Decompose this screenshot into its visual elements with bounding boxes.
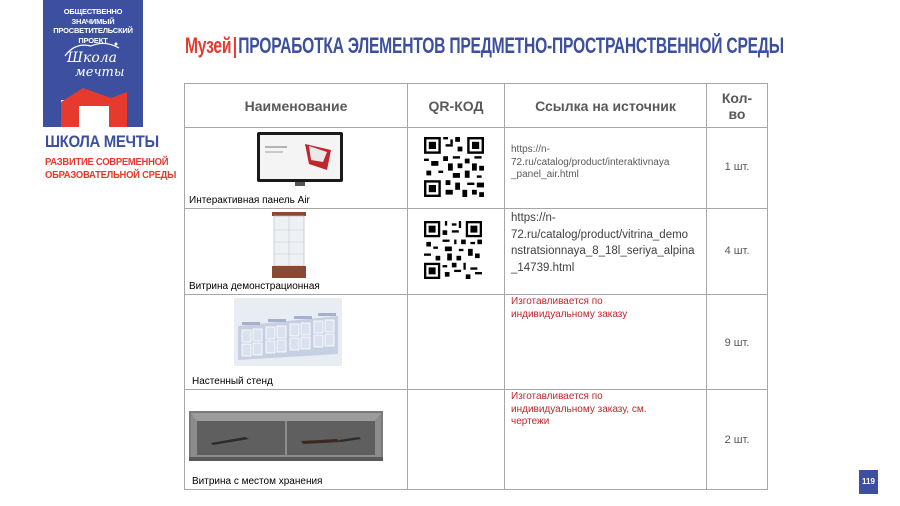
page-title (185, 33, 784, 59)
item-name: Витрина демонстрационная (189, 281, 320, 292)
source-link-line: _panel_air.html (511, 169, 579, 180)
table-header-row (185, 84, 768, 128)
custom-order-note-line: Изготавливается по (511, 391, 603, 402)
table-row (185, 295, 768, 390)
section-name: Музей (185, 33, 232, 58)
wall-stand-image (234, 298, 342, 366)
title-separator: | (232, 33, 237, 58)
custom-order-note (511, 391, 646, 429)
school-dream-logo (61, 38, 125, 82)
item-quantity: 9 шт. (724, 337, 750, 349)
header-qty-line2: во (728, 105, 746, 122)
item-quantity: 4 шт. (724, 245, 750, 257)
source-link-line: nstratsionnaya_8_18l_seriya_alpina (511, 245, 695, 257)
source-link-line: 72.ru/catalog/product/interaktivnaya (511, 156, 670, 168)
brand-subtitle (45, 156, 177, 181)
qr-code-image[interactable] (424, 221, 482, 279)
source-link-line: https://n- (511, 212, 556, 224)
header-link: Ссылка на источник (505, 84, 707, 128)
custom-order-note-line: Изготавливается по (511, 296, 603, 307)
storage-showcase-image (189, 409, 383, 461)
item-name: Интерактивная панель Air (189, 195, 310, 206)
project-label-line2: ПРОСВЕТИТЕЛЬСКИЙ ПРОЕКТ (53, 26, 133, 45)
project-label-line1: ОБЩЕСТВЕННО ЗНАЧИМЫЙ (63, 7, 123, 26)
item-name: Настенный стенд (192, 376, 273, 387)
header-qty (707, 84, 768, 128)
custom-order-note-line: индивидуальному заказу (511, 308, 628, 320)
brand-panel (43, 0, 143, 127)
header-name: Наименование (185, 84, 408, 128)
custom-order-note-line: чертежи (511, 416, 550, 427)
title-text: ПРОРАБОТКА ЭЛЕМЕНТОВ ПРЕДМЕТНО-ПРОСТРАНСТВЕННОЙ СРЕДЫ (238, 33, 784, 58)
table-row (185, 390, 768, 490)
item-name: Витрина с местом хранения (192, 476, 323, 487)
header-qr: QR-КОД (408, 84, 505, 128)
source-link[interactable] (511, 144, 669, 182)
brand-subtitle-line1: РАЗВИТИЕ СОВРЕМЕННОЙ (45, 156, 169, 168)
source-link-line: _14739.html (511, 261, 575, 274)
page-number: 119 (859, 470, 878, 494)
item-quantity: 2 шт. (724, 434, 750, 446)
qr-code-image[interactable] (424, 137, 484, 197)
logo-word2: мечты (75, 65, 125, 80)
brand-subtitle-line2: ОБРАЗОВАТЕЛЬНОЙ СРЕДЫ (45, 168, 177, 181)
source-link-line: 72.ru/catalog/product/vitrina_demo (511, 228, 689, 241)
items-table (184, 83, 768, 490)
brand-title: ШКОЛА МЕЧТЫ (45, 132, 159, 151)
source-link[interactable] (511, 210, 695, 276)
table-row (185, 209, 768, 295)
display-case-image (269, 212, 309, 280)
item-quantity: 1 шт. (724, 161, 750, 173)
custom-order-note (511, 296, 627, 321)
custom-order-note-line: индивидуальному заказу, см. (511, 403, 647, 415)
logo-word1: Школа (67, 50, 118, 66)
source-link-line: https://n- (511, 144, 550, 155)
house-graphic (61, 88, 127, 127)
interactive-panel-image (257, 132, 343, 186)
table-row (185, 128, 768, 209)
header-qty-line1: Кол- (721, 89, 753, 106)
